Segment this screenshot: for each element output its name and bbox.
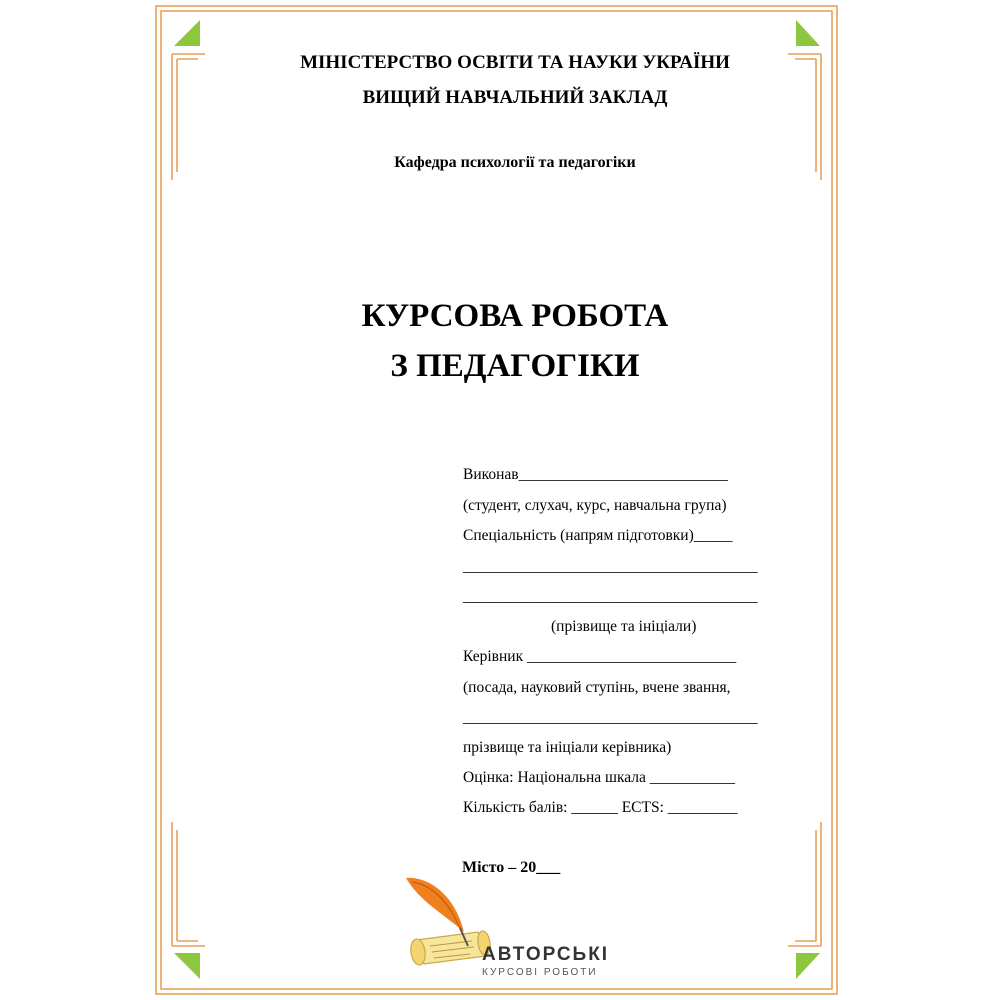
performer-line: Виконав___________________________: [463, 466, 728, 483]
supervisor-line: Керівник ___________________________: [463, 648, 737, 665]
institution-name: ВИЩИЙ НАВЧАЛЬНИЙ ЗАКЛАД: [362, 87, 668, 108]
ministry-name: МІНІСТЕРСТВО ОСВІТИ ТА НАУКИ УКРАЇНИ: [300, 52, 730, 73]
supervisor-name-hint: прізвище та ініціали керівника): [463, 739, 672, 756]
name-hint: (прізвище та ініціали): [551, 618, 697, 635]
department-name: Кафедра психології та педагогіки: [394, 154, 636, 171]
city-year: Місто – 20___: [462, 859, 561, 876]
blank-line-2: ______________________________________: [463, 588, 758, 605]
blank-line-3: ______________________________________: [463, 709, 758, 726]
performer-hint: (студент, слухач, курс, навчальна група): [463, 497, 727, 514]
grade-line: Оцінка: Національна шкала ___________: [463, 769, 736, 786]
specialty-line: Спеціальність (напрям підготовки)_____: [463, 527, 733, 544]
logo-title: АВТОРСЬКІ: [482, 944, 610, 965]
blank-line-1: ______________________________________: [463, 558, 758, 575]
work-title: КУРСОВА РОБОТА: [361, 298, 669, 334]
logo-subtitle: КУРСОВІ РОБОТИ: [482, 967, 598, 978]
points-line: Кількість балів: ______ ECTS: _________: [463, 799, 738, 816]
supervisor-hint: (посада, науковий ступінь, вчене звання,: [463, 679, 731, 696]
work-subject: З ПЕДАГОГІКИ: [390, 348, 640, 384]
